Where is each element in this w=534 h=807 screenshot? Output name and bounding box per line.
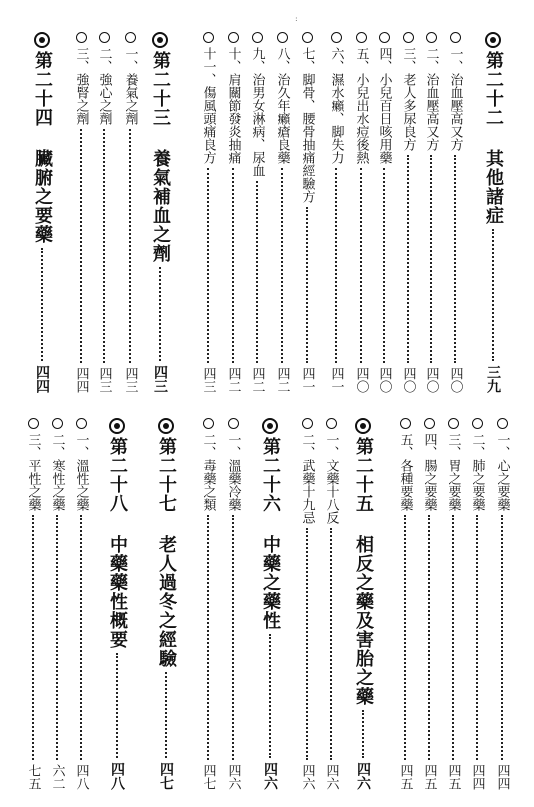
bullseye-icon <box>152 32 168 48</box>
toc-entry[interactable] <box>393 418 417 790</box>
page-number: 四五 <box>445 764 461 790</box>
page-number: 四二 <box>274 367 290 393</box>
dot-leader <box>306 207 308 363</box>
dot-leader <box>32 515 34 760</box>
toc-entry[interactable] <box>349 32 373 393</box>
page-number: 四四 <box>34 365 50 393</box>
dot-leader <box>383 168 385 363</box>
circle-bullet-icon <box>228 32 239 43</box>
page-number: 四六 <box>299 764 315 790</box>
toc-entry[interactable] <box>465 418 489 790</box>
dot-leader <box>159 267 161 361</box>
toc-entry[interactable] <box>270 32 294 393</box>
dot-leader <box>232 515 234 760</box>
circle-bullet-icon <box>497 418 508 429</box>
dot-leader <box>428 515 430 760</box>
toc-entry[interactable] <box>196 418 220 790</box>
entry-title: 二、強心之劑 <box>96 47 112 125</box>
circle-bullet-icon <box>28 418 39 429</box>
page-number: 四七 <box>200 764 216 790</box>
dot-leader <box>362 710 364 758</box>
toc-entry[interactable] <box>441 418 465 790</box>
dot-leader <box>129 129 131 363</box>
entry-title: 三、老人多尿良方 <box>400 47 416 151</box>
page-number: 四〇 <box>400 367 416 393</box>
entry-title: 二、武藥十九忌 <box>299 433 315 524</box>
entry-title: 二、治血壓高又方 <box>423 47 439 151</box>
circle-bullet-icon <box>302 418 313 429</box>
page-number: 四〇 <box>447 367 463 393</box>
entry-title: 二、毒藥之類 <box>200 433 216 511</box>
chapter-heading[interactable] <box>481 32 505 393</box>
dot-leader <box>407 155 409 363</box>
toc-entry[interactable] <box>92 32 116 393</box>
circle-bullet-icon <box>326 418 337 429</box>
circle-bullet-icon <box>203 32 214 43</box>
page-number: 四一 <box>328 367 344 393</box>
circle-bullet-icon <box>52 418 63 429</box>
toc-entry[interactable] <box>490 418 514 790</box>
page-number: 四〇 <box>353 367 369 393</box>
dot-leader <box>501 515 503 760</box>
circle-bullet-icon <box>400 418 411 429</box>
entry-title: 一、養氣之劑 <box>122 47 138 125</box>
page-number: 四一 <box>299 367 315 393</box>
toc-entry[interactable] <box>324 32 348 393</box>
dot-leader <box>269 634 271 758</box>
entry-title: 十一、傷風頭痛良方 <box>200 47 216 164</box>
dot-leader <box>492 229 494 361</box>
entry-title: 五、各種要藥 <box>397 433 413 511</box>
circle-bullet-icon <box>424 418 435 429</box>
dot-leader <box>207 515 209 760</box>
page-number: 四八 <box>73 764 89 790</box>
bullseye-icon <box>158 418 174 434</box>
entry-title: 二、肺之要藥 <box>469 433 485 511</box>
circle-bullet-icon <box>448 418 459 429</box>
page-number: 四八 <box>109 762 125 790</box>
page-number: 四三 <box>122 367 138 393</box>
chapter-title: 第二十五 相反之藥及害胎之藥 <box>353 437 374 706</box>
page-number: 四五 <box>397 764 413 790</box>
dot-leader <box>232 168 234 363</box>
chapter-heading[interactable] <box>351 418 375 790</box>
entry-title: 一、溫藥冷藥 <box>225 433 241 511</box>
scan-mark: : <box>295 14 298 23</box>
bullseye-icon <box>262 418 278 434</box>
toc-entry[interactable] <box>419 32 443 393</box>
page-number: 四三 <box>96 367 112 393</box>
chapter-title: 第二十四 臟腑之要藥 <box>32 51 53 244</box>
bullseye-icon <box>355 418 371 434</box>
page-number: 四四 <box>469 764 485 790</box>
dot-leader <box>335 168 337 363</box>
circle-bullet-icon <box>252 32 263 43</box>
page-number: 四六 <box>323 764 339 790</box>
circle-bullet-icon <box>203 418 214 429</box>
entry-title: 三、強腎之劑 <box>73 47 89 125</box>
dot-leader <box>330 528 332 760</box>
bullseye-icon <box>34 32 50 48</box>
toc-entry[interactable] <box>396 32 420 393</box>
page-number: 四二 <box>249 367 265 393</box>
page-number: 四七 <box>158 762 174 790</box>
entry-title: 一、治血壓高又方 <box>447 47 463 151</box>
circle-bullet-icon <box>379 32 390 43</box>
entry-title: 一、心之要藥 <box>494 433 510 511</box>
circle-bullet-icon <box>403 32 414 43</box>
circle-bullet-icon <box>228 418 239 429</box>
circle-bullet-icon <box>472 418 483 429</box>
toc-entry[interactable] <box>319 418 343 790</box>
dot-leader <box>430 155 432 363</box>
circle-bullet-icon <box>76 418 87 429</box>
toc-entry[interactable] <box>118 32 142 393</box>
dot-leader <box>80 515 82 760</box>
entry-title: 八、治久年癩瘡良藥 <box>274 47 290 164</box>
entry-title: 六、濕水癩、脚失力 <box>328 47 344 164</box>
page-number: 四三 <box>152 365 168 393</box>
circle-bullet-icon <box>450 32 461 43</box>
entry-title: 一、文藥十八反 <box>323 433 339 524</box>
toc-entry[interactable] <box>295 418 319 790</box>
dot-leader <box>56 515 58 760</box>
toc-entry[interactable] <box>196 32 220 393</box>
entry-title: 一、溫性之藥 <box>73 433 89 511</box>
toc-entry[interactable] <box>443 32 467 393</box>
entry-title: 二、寒性之藥 <box>49 433 65 511</box>
dot-leader <box>281 168 283 363</box>
entry-title: 四、腸之要藥 <box>421 433 437 511</box>
dot-leader <box>360 168 362 363</box>
dot-leader <box>116 653 118 758</box>
circle-bullet-icon <box>356 32 367 43</box>
entry-title: 七、脚骨、腰骨抽痛經驗方 <box>299 47 315 203</box>
dot-leader <box>452 515 454 760</box>
circle-bullet-icon <box>125 32 136 43</box>
toc-entry[interactable] <box>245 32 269 393</box>
page-number: 四六 <box>225 764 241 790</box>
toc-entry[interactable] <box>221 32 245 393</box>
circle-bullet-icon <box>426 32 437 43</box>
circle-bullet-icon <box>76 32 87 43</box>
chapter-heading[interactable] <box>105 418 129 790</box>
entry-title: 十、肩關節發炎抽痛 <box>225 47 241 164</box>
page-number: 三九 <box>485 365 501 393</box>
chapter-title: 第二十六 中藥之藥性 <box>260 437 281 630</box>
circle-bullet-icon <box>302 32 313 43</box>
dot-leader <box>165 672 167 758</box>
circle-bullet-icon <box>331 32 342 43</box>
page-number: 四五 <box>421 764 437 790</box>
dot-leader <box>454 155 456 363</box>
dot-leader <box>207 168 209 363</box>
chapter-title: 第二十二 其他諸症 <box>483 51 504 225</box>
page-number: 四四 <box>494 764 510 790</box>
chapter-title: 第二十七 老人過冬之經驗 <box>156 437 177 668</box>
toc-entry[interactable] <box>69 32 93 393</box>
dot-leader <box>306 528 308 760</box>
entry-title: 五、小兒出水痘後熱 <box>353 47 369 164</box>
dot-leader <box>41 248 43 361</box>
toc-entry[interactable] <box>372 32 396 393</box>
toc-entry[interactable] <box>69 418 93 790</box>
page-number: 四〇 <box>376 367 392 393</box>
chapter-title: 第二十八 中藥藥性概要 <box>107 437 128 649</box>
toc-entry[interactable] <box>21 418 45 790</box>
page-number: 四六 <box>262 762 278 790</box>
toc-entry[interactable] <box>45 418 69 790</box>
bullseye-icon <box>109 418 125 434</box>
dot-leader <box>80 129 82 363</box>
page-number: 四二 <box>225 367 241 393</box>
entry-title: 三、胃之要藥 <box>445 433 461 511</box>
dot-leader <box>476 515 478 760</box>
entry-title: 四、小兒百日咳用藥 <box>376 47 392 164</box>
entry-title: 三、平性之藥 <box>25 433 41 511</box>
page-number: 四四 <box>73 367 89 393</box>
toc-entry[interactable] <box>417 418 441 790</box>
dot-leader <box>404 515 406 760</box>
circle-bullet-icon <box>99 32 110 43</box>
page-number: 四〇 <box>423 367 439 393</box>
page-number: 四三 <box>200 367 216 393</box>
chapter-heading[interactable] <box>30 32 54 393</box>
chapter-title: 第二十三 養氣補血之劑 <box>150 51 171 263</box>
chapter-heading[interactable] <box>258 418 282 790</box>
dot-leader <box>256 181 258 363</box>
bullseye-icon <box>485 32 501 48</box>
dot-leader <box>103 129 105 363</box>
chapter-heading[interactable] <box>148 32 172 393</box>
page-number: 七五 <box>25 764 41 790</box>
toc-entry[interactable] <box>295 32 319 393</box>
chapter-heading[interactable] <box>154 418 178 790</box>
page-number: 六二 <box>49 764 65 790</box>
toc-entry[interactable] <box>221 418 245 790</box>
entry-title: 九、治男女淋病、尿血 <box>249 47 265 177</box>
page-number: 四六 <box>355 762 371 790</box>
circle-bullet-icon <box>277 32 288 43</box>
